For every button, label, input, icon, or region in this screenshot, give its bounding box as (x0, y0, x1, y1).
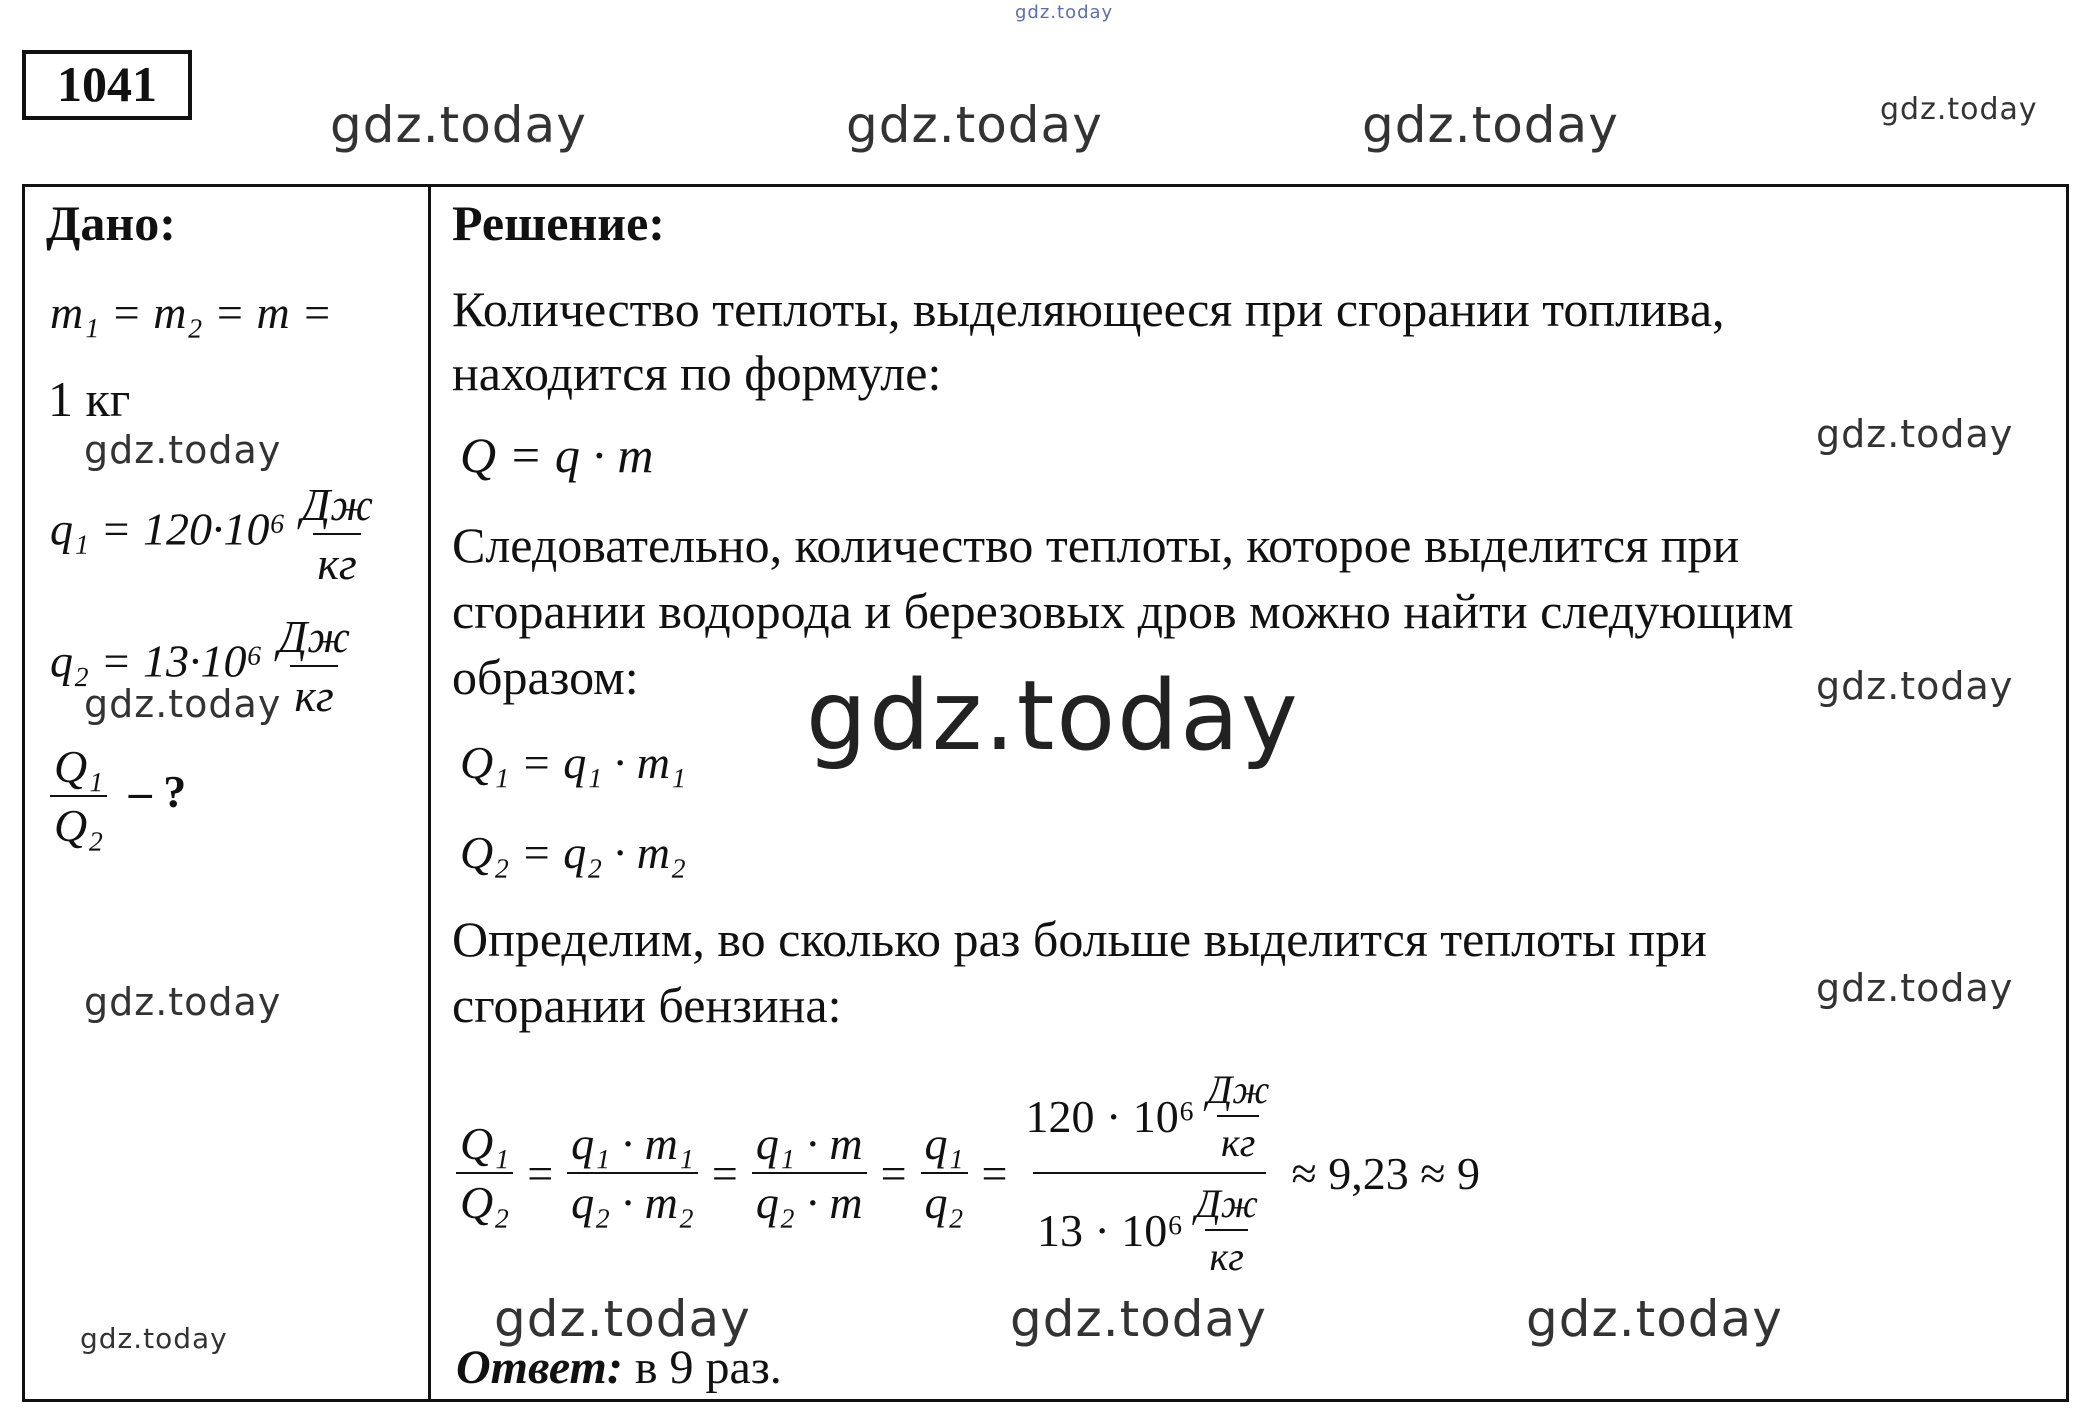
ratio-f4-numerator: q₁ (924, 1118, 964, 1169)
ratio-fraction-2 (567, 1117, 698, 1229)
watermark: gdz.today (84, 682, 282, 726)
given-heading: Дано: (46, 195, 176, 251)
unit-denominator: кг (1217, 1115, 1259, 1166)
equals-sign: = (880, 1147, 907, 1199)
given-q1 (50, 478, 377, 590)
unit-numerator: Дж (278, 611, 351, 662)
ratio-f3-denominator: q₂ · m (752, 1172, 867, 1229)
ratio-result: ≈ 9,23 ≈ 9 (1291, 1147, 1480, 1199)
ratio-f3-numerator: q₁ · m (755, 1118, 863, 1169)
solution-paragraph-1-line-1: Количество теплоты, выделяющееся при сгорании топлива, (452, 281, 1725, 337)
ratio-f2-numerator: q₁ · m₁ (571, 1118, 694, 1169)
solution-paragraph-2-line-2: сгорании водорода и березовых дров можно найти следующим (452, 583, 1794, 639)
big-numerator-unit (1203, 1066, 1274, 1166)
answer-text: в 9 раз. (634, 1341, 782, 1394)
ratio-formula (456, 1066, 1480, 1280)
ratio-f4-denominator: q₂ (921, 1172, 968, 1229)
watermark: gdz.today (494, 1290, 751, 1348)
watermark: gdz.today (80, 1322, 228, 1355)
unit-denominator: кг (1205, 1229, 1247, 1280)
watermark: gdz.today (330, 96, 587, 154)
given-q1-unit (297, 478, 377, 590)
watermark: gdz.today (1816, 664, 2014, 708)
big-numerator (1021, 1066, 1277, 1172)
watermark: gdz.today (1362, 96, 1619, 154)
find-denominator: Q₂ (50, 795, 107, 852)
formula-q2: Q₂ = q₂ · m₂ (460, 827, 686, 878)
unit-numerator: Дж (1206, 1067, 1270, 1112)
given-q2-unit (274, 610, 354, 722)
given-find (50, 740, 186, 852)
ratio-fraction-1 (456, 1117, 513, 1229)
answer (456, 1340, 782, 1395)
solution-paragraph-1-line-2: находится по формуле: (452, 345, 942, 401)
problem-number: 1041 (22, 50, 192, 120)
solution-paragraph-2-line-1: Следовательно, количество теплоты, которое выделится при (452, 517, 1740, 573)
formula-q-equals-qm: Q = q · m (460, 427, 654, 483)
watermark: gdz.today (1816, 412, 2014, 456)
watermark: gdz.today (84, 428, 282, 472)
find-numerator: Q₁ (54, 741, 104, 792)
ratio-f1-numerator: Q₁ (460, 1118, 510, 1169)
find-ratio (50, 740, 107, 852)
big-denominator-value: 13 · 10⁶ (1036, 1204, 1184, 1256)
ratio-f1-denominator: Q₂ (456, 1172, 513, 1229)
unit-denominator: кг (313, 533, 360, 590)
column-divider (428, 184, 431, 1402)
given-q2-value: q₂ = 13·10⁶ (50, 635, 263, 687)
equals-sign: = (981, 1147, 1008, 1199)
unit-denominator: кг (290, 665, 337, 722)
watermark-large: gdz.today (806, 660, 1300, 772)
given-q1-value: q₁ = 120·10⁶ (50, 503, 286, 555)
ratio-fraction-3 (752, 1117, 867, 1229)
watermark: gdz.today (1816, 966, 2014, 1010)
equals-sign: = (711, 1147, 738, 1199)
watermark: gdz.today (1010, 1290, 1267, 1348)
solution-heading: Решение: (452, 195, 665, 251)
watermark: gdz.today (1880, 92, 2038, 127)
watermark: gdz.today (1526, 1290, 1783, 1348)
unit-numerator: Дж (301, 479, 374, 530)
big-denominator (1033, 1172, 1266, 1280)
watermark-top: gdz.today (1015, 2, 1114, 23)
solution-paragraph-3-line-1: Определим, во сколько раз больше выделится теплоты при (452, 911, 1707, 967)
watermark: gdz.today (84, 980, 282, 1024)
formula-q1: Q₁ = q₁ · m₁ (460, 737, 686, 788)
answer-label: Ответ: (456, 1341, 623, 1394)
ratio-fraction-big (1021, 1066, 1277, 1280)
big-denominator-unit (1191, 1180, 1262, 1280)
ratio-f2-denominator: q₂ · m₂ (567, 1172, 698, 1229)
equals-sign: = (527, 1147, 554, 1199)
unit-numerator: Дж (1195, 1181, 1258, 1226)
big-numerator-value: 120 · 10⁶ (1025, 1090, 1195, 1142)
given-mass-value: 1 кг (48, 371, 131, 427)
ratio-fraction-4 (921, 1117, 968, 1229)
find-suffix: – ? (128, 765, 187, 817)
given-mass-equation: m₁ = m₂ = m = (50, 287, 333, 338)
solution-paragraph-3-line-2: сгорании бензина: (452, 977, 842, 1033)
watermark: gdz.today (846, 96, 1103, 154)
solution-paragraph-2-line-3: образом: (452, 649, 639, 705)
